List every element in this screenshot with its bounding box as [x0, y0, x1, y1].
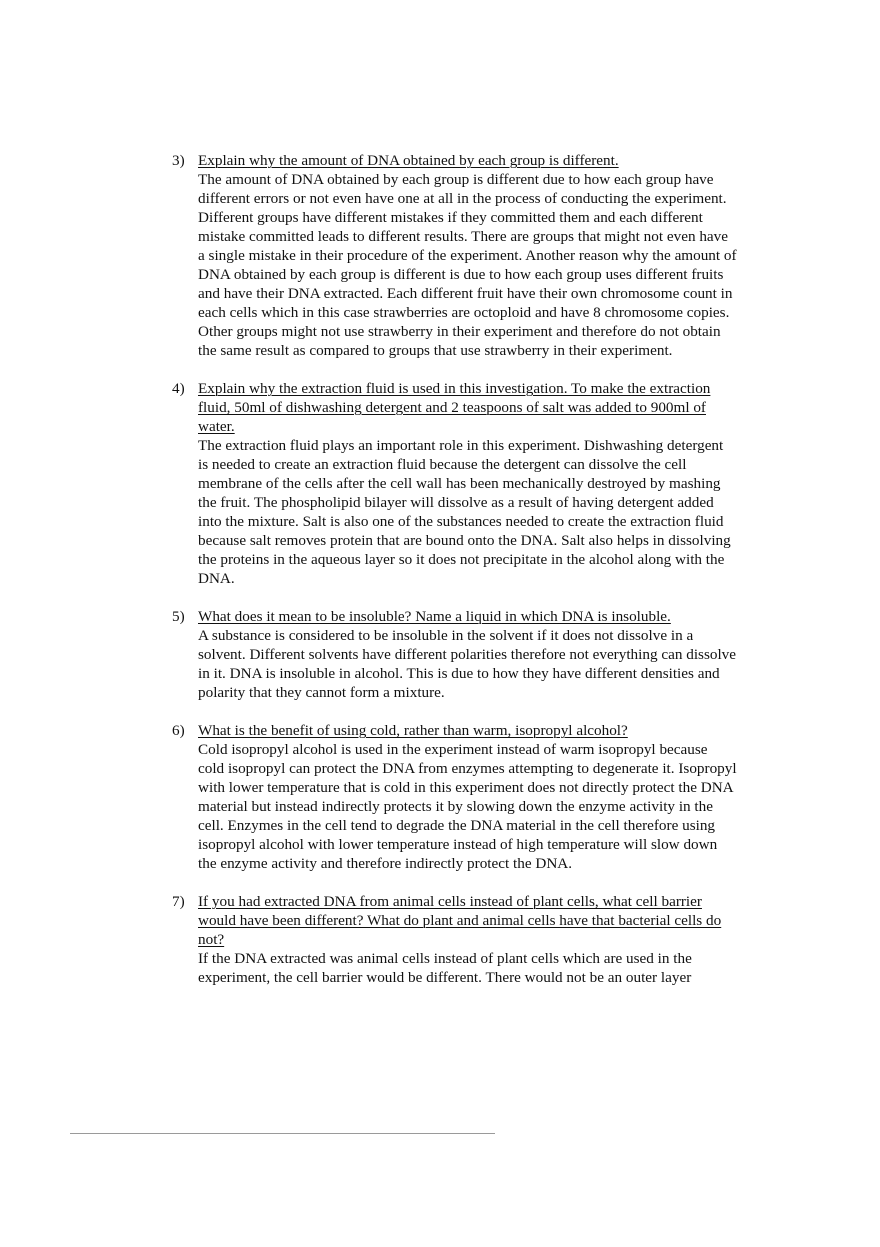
question-text: What is the benefit of using cold, rather than warm, isopropyl alcohol?: [198, 722, 628, 739]
answer-text: If the DNA extracted was animal cells instead of plant cells which are used in the experiment, the cell barrier would be different. There would not be an outer layer: [198, 950, 692, 986]
question-item-5: [172, 607, 737, 702]
question-body: [198, 151, 737, 360]
footnote-divider: [70, 1133, 495, 1134]
question-body: [198, 607, 737, 702]
question-number: 4): [172, 380, 185, 397]
question-text: Explain why the extraction fluid is used in this investigation. To make the extraction fluid, 50ml of dishwashing detergent and 2 teaspoons of salt was added to 900ml of water.: [198, 380, 711, 435]
question-item-4: [172, 379, 737, 588]
answer-text: The amount of DNA obtained by each group is different due to how each group have different errors or not even have one at all in the process of conducting the experiment. Different groups have different mistakes if they committed them and each different mistake committed leads to different results. There are groups that might not even have a single mistake in their procedure of the experiment. Another reason why the amount of DNA obtained by each group is different is due to how each group uses different fruits and have their DNA extracted. Each different fruit have their own chromosome count in each cells which in this case strawberries are octoploid and have 8 chromosome copies. Other groups might not use strawberry in their experiment and therefore do not obtain the same result as compared to groups that use strawberry in their experiment.: [198, 171, 737, 359]
question-number: 7): [172, 893, 185, 910]
answer-text: Cold isopropyl alcohol is used in the experiment instead of warm isopropyl because cold isopropyl can protect the DNA from enzymes attempting to degenerate it. Isopropyl with lower temperature that is cold in this experiment does not directly protect the DNA material but instead indirectly protects it by slowing down the enzyme activity in the cell. Enzymes in the cell tend to degrade the DNA material in the cell therefore using isopropyl alcohol with lower temperature instead of high temperature will slow down the enzyme activity and therefore indirectly protect the DNA.: [198, 741, 737, 872]
question-text: If you had extracted DNA from animal cells instead of plant cells, what cell barrier would have been different? What do plant and animal cells have that bacterial cells do not?: [198, 893, 722, 948]
question-item-3: [172, 151, 737, 360]
question-number: 6): [172, 722, 185, 739]
question-text: What does it mean to be insoluble? Name a liquid in which DNA is insoluble.: [198, 608, 671, 625]
question-body: [198, 379, 737, 588]
question-number: 3): [172, 152, 185, 169]
question-number: 5): [172, 608, 185, 625]
question-list: [172, 151, 737, 1006]
question-text: Explain why the amount of DNA obtained by each group is different.: [198, 152, 619, 169]
question-item-7: [172, 892, 737, 987]
question-body: [198, 892, 737, 987]
question-body: [198, 721, 737, 873]
answer-text: The extraction fluid plays an important role in this experiment. Dishwashing detergent is needed to create an extraction fluid because the detergent can dissolve the cell membrane of the cells after the cell wall has been mechanically destroyed by mashing the fruit. The phospholipid bilayer will dissolve as a result of having detergent added into the mixture. Salt is also one of the substances needed to create the extraction fluid because salt removes protein that are bound onto the DNA. Salt also helps in dissolving the proteins in the aqueous layer so it does not precipitate in the alcohol along with the DNA.: [198, 437, 731, 587]
answer-text: A substance is considered to be insoluble in the solvent if it does not dissolve in a solvent. Different solvents have different polarities therefore not everything can dissolve in it. DNA is insoluble in alcohol. This is due to how they have different densities and polarity that they cannot form a mixture.: [198, 627, 737, 701]
question-item-6: [172, 721, 737, 873]
